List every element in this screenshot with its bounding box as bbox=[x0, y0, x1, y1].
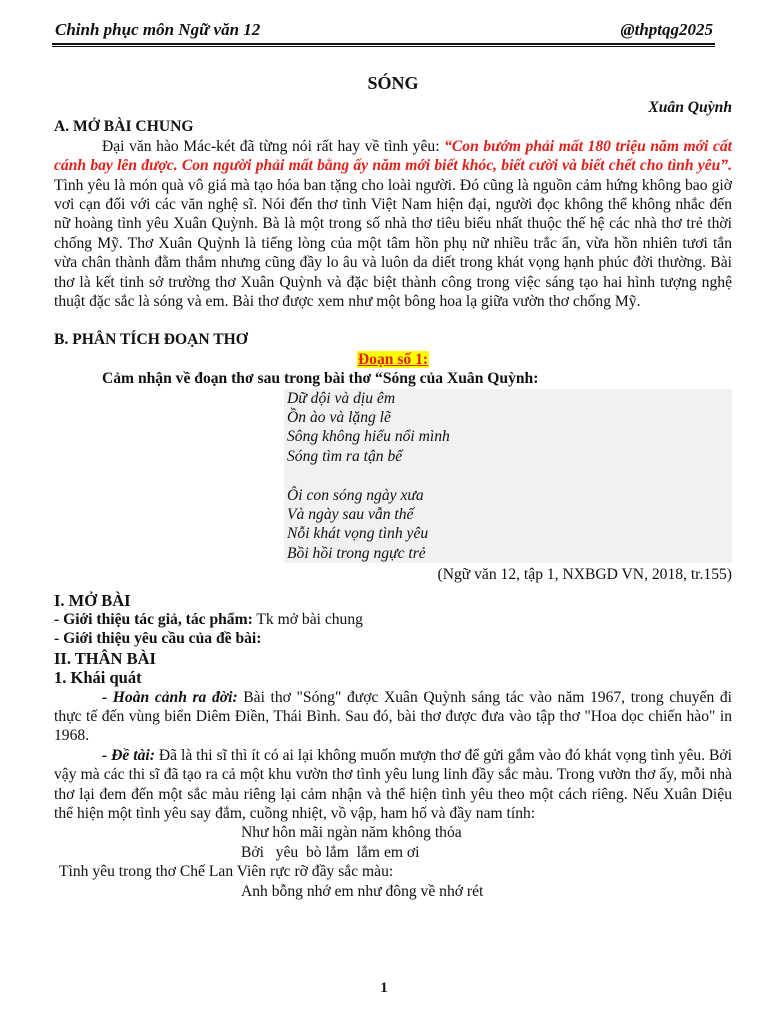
document-body bbox=[54, 72, 732, 901]
header-hashtag: @thptqg2025 bbox=[620, 20, 713, 39]
poem-line: Ồn ào và lặng lẽ bbox=[287, 409, 391, 427]
section-a-heading: A. MỞ BÀI CHUNG bbox=[54, 118, 194, 136]
xuan-dieu-quote-line-2: Bởi yêu bò lắm lắm em ơi bbox=[241, 843, 420, 861]
header-rule-thin bbox=[52, 46, 715, 47]
part-label: Đoạn số 1: bbox=[357, 350, 429, 368]
mo-bai-heading: I. MỞ BÀI bbox=[54, 590, 131, 610]
che-lan-vien-quote-line-1: Anh bỗng nhớ em như đông về nhớ rét bbox=[241, 882, 484, 900]
intro-rest: Tình yêu là món quà vô giá mà tạo hóa ban tặng cho loài người. Đó cũng là nguồn cảm hứng không bao giờ vơi cạn đối với các văn nghệ sĩ. Nói đến thơ tình Việt Nam hiện đại, người đọc không thể không nhắc đến nữ hoàng tình yêu Xuân Quỳnh. Bà là một trong số nhà thơ tiêu biểu nhất thuộc thế hệ các nhà thơ trẻ thời chống Mỹ. Thơ Xuân Quỳnh là tiếng lòng của một tâm hồn phụ nữ nhiều trắc ẩn, vừa hồn nhiên tươi tắn vừa chân thành đằm thắm nhưng cũng đầy lo âu và luôn da diết trong khát vọng hạnh phúc đời thường. Bài thơ là kết tinh sở trường thơ Xuân Quỳnh và đặc biệt thành công trong việc sáng tạo hai hình tượng nghệ thuật đặc sắc là sóng và em. Bài thơ được xem như một bông hoa lạ giữa vườn thơ chống Mỹ. bbox=[54, 176, 732, 311]
poem-author: Xuân Quỳnh bbox=[648, 99, 732, 116]
xuan-dieu-quote-line-1: Như hôn mãi ngàn năm không thỏa bbox=[241, 824, 462, 842]
poem-line: Bồi hồi trong ngực trẻ bbox=[287, 544, 426, 562]
poem-line: Ôi con sóng ngày xưa bbox=[287, 486, 424, 504]
poem-line: Dữ dội và dịu êm bbox=[287, 389, 396, 407]
header-rule bbox=[52, 43, 715, 45]
khai-quat-heading: 1. Khái quát bbox=[54, 668, 142, 688]
intro-paragraph bbox=[54, 137, 732, 312]
header-book-title: Chinh phục môn Ngữ văn 12 bbox=[55, 20, 261, 39]
marquez-quote: “Con bướm phải mất 180 triệu năm mới cất cánh bay lên được. Con người phải mất bằng ấy năm mới biết khóc, biết cười và biết chết cho tình yêu”. bbox=[54, 137, 732, 175]
poem-title: SÓNG bbox=[367, 73, 419, 93]
che-lan-vien-intro: Tình yêu trong thơ Chế Lan Viên rực rỡ đầy sắc màu: bbox=[59, 863, 394, 881]
hoan-canh-label: - Hoàn cảnh ra đời: bbox=[102, 688, 238, 706]
poem-line: Sóng tìm ra tận bể bbox=[287, 447, 403, 465]
de-tai-label: - Đề tài: bbox=[102, 746, 155, 764]
poem-line: Sông không hiểu nổi mình bbox=[287, 428, 450, 446]
de-tai-text: Đã là thi sĩ thì ít có ai lại không muốn mượn thơ để gửi gắm vào đó khát vọng tình yêu. Bởi vậy mà các thi sĩ đã tạo ra cả một khu vườn thơ tình yêu lung linh đầy sắc màu. Trong vườn thơ ấy, mỗi nhà thơ lại đem đến một sắc màu riêng lại cảm nhận và thể hiện tình yêu theo một cách riêng. Nếu Xuân Diệu thể hiện một tình yêu say đắm, cuồng nhiệt, vồ vập, ham hố và đầy nam tính: bbox=[54, 746, 733, 823]
mo-bai-item-1-label: - Giới thiệu tác giả, tác phẩm: bbox=[54, 611, 253, 629]
mo-bai-item-1 bbox=[54, 610, 732, 629]
running-header bbox=[52, 18, 716, 42]
hoan-canh-text: Bài thơ "Sóng" được Xuân Quỳnh sáng tác vào năm 1967, trong chuyến đi thực tế đến vùng biển Diêm Điền, Thái Bình. Sau đó, bài thơ được đưa vào tập thơ "Hoa dọc chiến hào" in 1968. bbox=[54, 688, 732, 745]
mo-bai-item-1-text: Tk mở bài chung bbox=[252, 611, 363, 629]
de-tai-paragraph bbox=[54, 746, 732, 824]
section-b-heading: B. PHÂN TÍCH ĐOẠN THƠ bbox=[54, 331, 248, 349]
poem-line: Nỗi khát vọng tình yêu bbox=[287, 525, 429, 543]
than-bai-heading: II. THÂN BÀI bbox=[54, 648, 156, 668]
poem-source: (Ngữ văn 12, tập 1, NXBGD VN, 2018, tr.155) bbox=[437, 566, 732, 584]
poem-excerpt bbox=[284, 389, 732, 564]
poem-line: Và ngày sau vẫn thế bbox=[287, 506, 414, 524]
intro-lead: Đại văn hào Mác-két đã từng nói rất hay về tình yêu: bbox=[102, 137, 445, 155]
mo-bai-item-2: - Giới thiệu yêu cầu của đề bài: bbox=[54, 630, 262, 648]
page-number: 1 bbox=[380, 980, 388, 996]
hoan-canh-paragraph bbox=[54, 688, 732, 746]
part-label-wrap bbox=[54, 350, 732, 369]
exam-prompt: Cảm nhận về đoạn thơ sau trong bài thơ “Sóng của Xuân Quỳnh: bbox=[102, 370, 539, 388]
poem-stanza-gap bbox=[287, 466, 732, 485]
